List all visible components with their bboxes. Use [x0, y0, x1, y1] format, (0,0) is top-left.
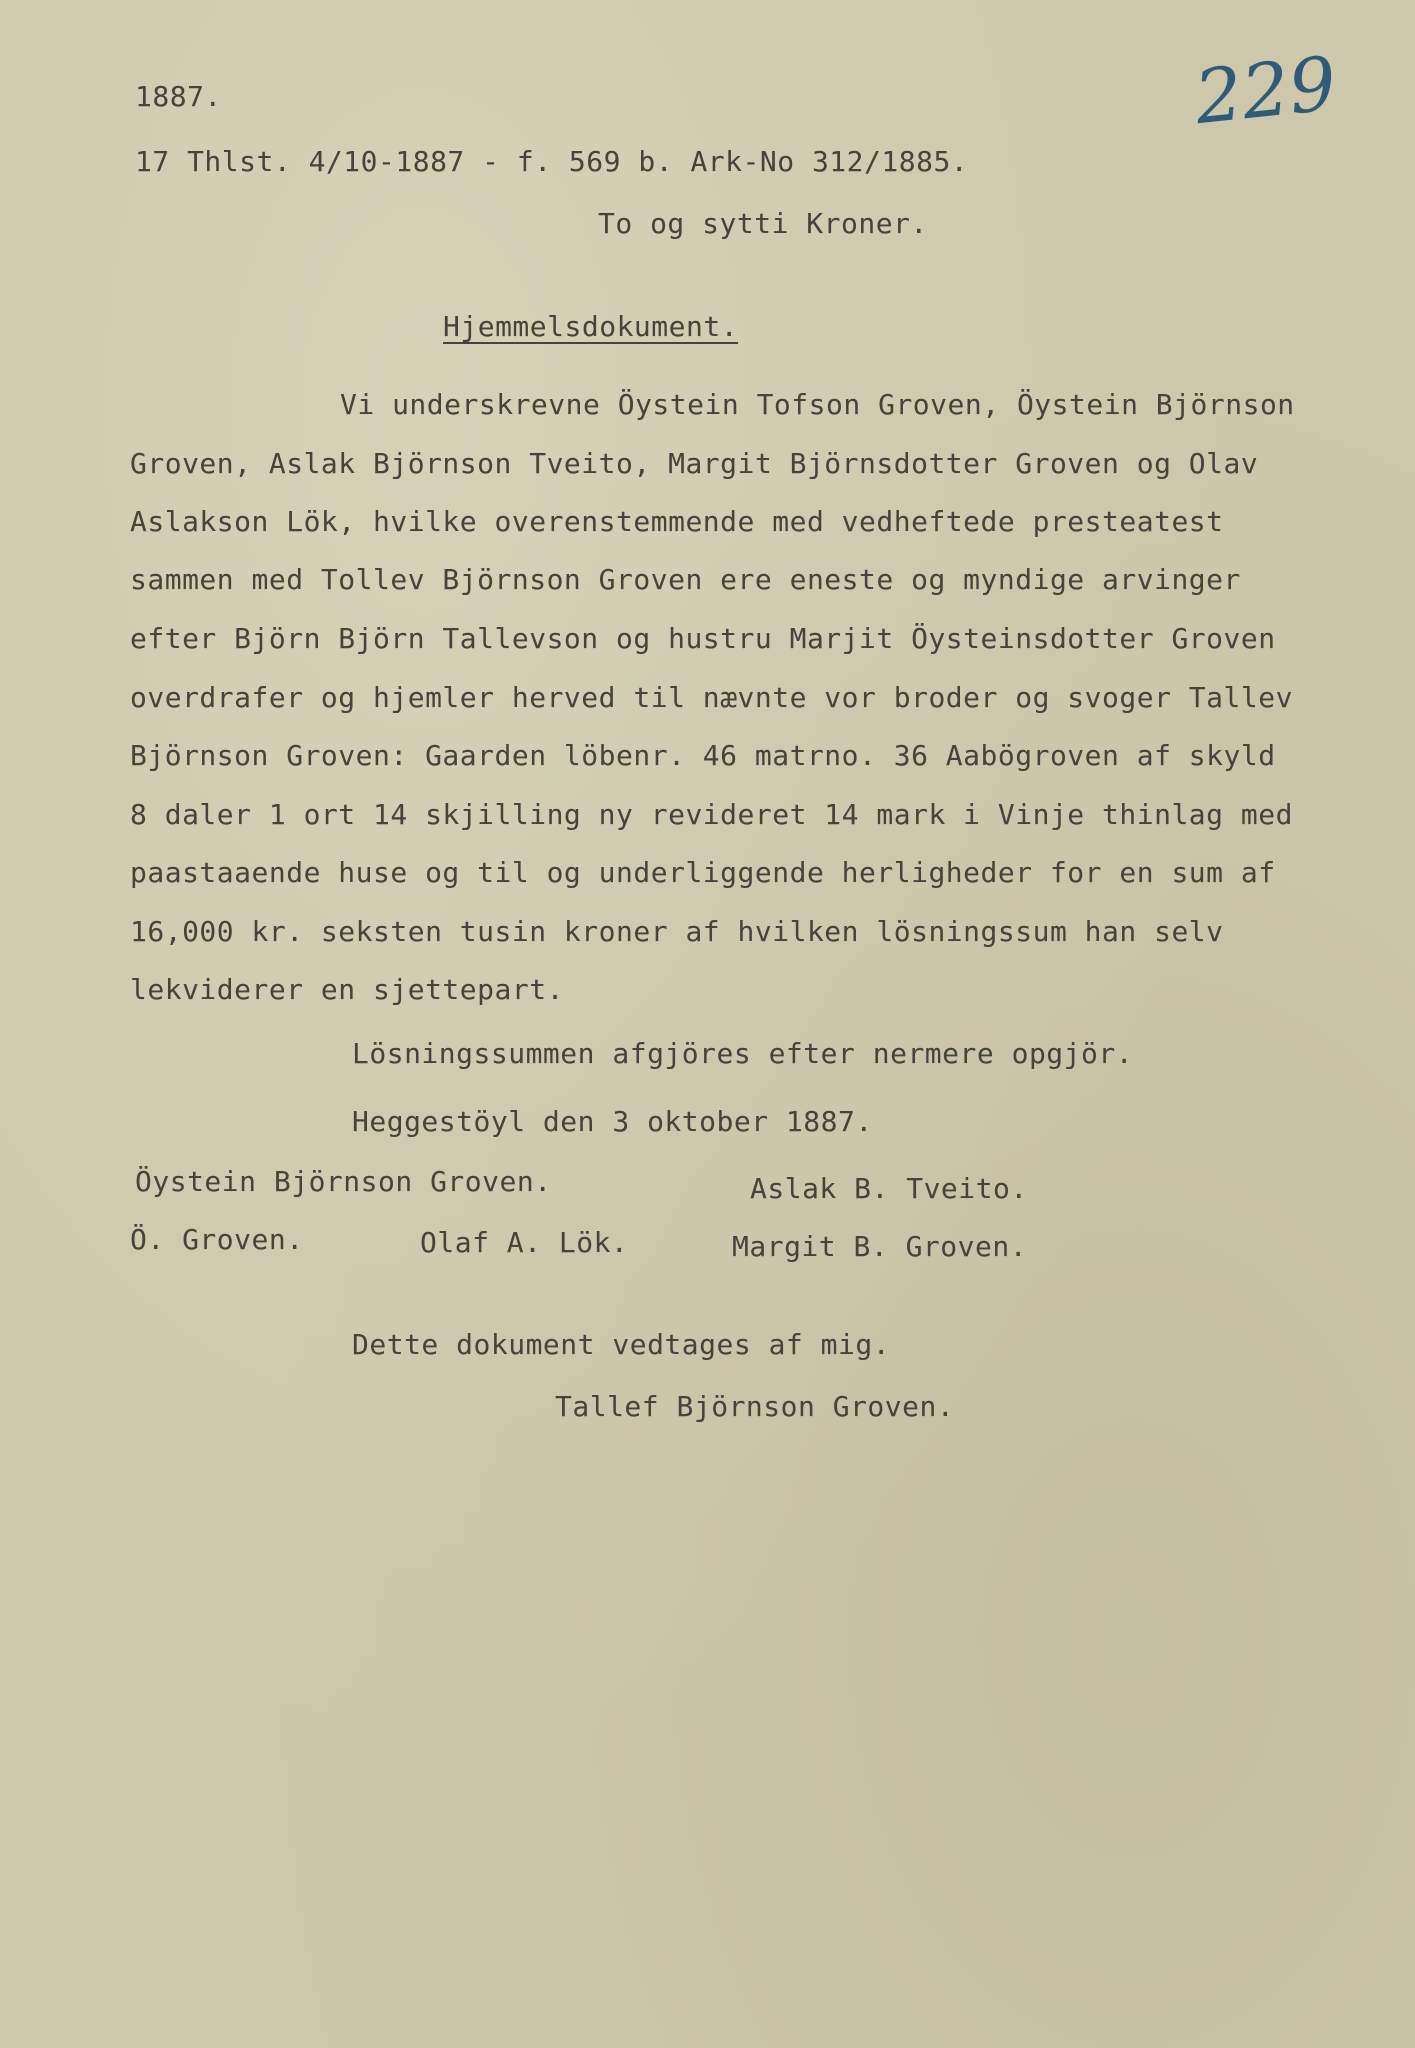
settlement-line: Lösningssummen afgjöres efter nermere opgjör.: [352, 1037, 1134, 1070]
header-reference: 17 Thlst. 4/10-1887 - f. 569 b. Ark-No 312/1885.: [135, 145, 969, 178]
body-line-10: 16,000 kr. seksten tusin kroner af hvilken lösningssum han selv: [130, 915, 1224, 948]
place-date-line: Heggestöyl den 3 oktober 1887.: [352, 1105, 873, 1138]
signature-olaf: Olaf A. Lök.: [420, 1226, 629, 1259]
acceptance-signer: Tallef Björnson Groven.: [555, 1390, 955, 1423]
acceptance-statement: Dette dokument vedtages af mig.: [352, 1328, 891, 1361]
body-line-6: overdrafer og hjemler herved til nævnte vor broder og svoger Tallev: [130, 681, 1293, 714]
page-number-text: 229: [1190, 40, 1341, 142]
body-line-4: sammen med Tollev Björnson Groven ere eneste og myndige arvinger: [130, 563, 1241, 596]
document-title: Hjemmelsdokument.: [443, 310, 739, 343]
header-amount: To og sytti Kroner.: [598, 207, 928, 240]
signature-aslak: Aslak B. Tveito.: [750, 1172, 1028, 1205]
body-line-8: 8 daler 1 ort 14 skjilling ny revideret 14 mark i Vinje thinlag med: [130, 798, 1293, 831]
body-line-9: paastaaende huse og til og underliggende herligheder for en sum af: [130, 856, 1276, 889]
body-line-5: efter Björn Björn Tallevson og hustru Marjit Öysteinsdotter Groven: [130, 622, 1276, 655]
body-line-1: Vi underskrevne Öystein Tofson Groven, Öystein Björnson: [340, 388, 1295, 421]
body-line-3: Aslakson Lök, hvilke overenstemmende med vedheftede presteatest: [130, 505, 1224, 538]
body-line-7: Björnson Groven: Gaarden löbenr. 46 matrno. 36 Aabögroven af skyld: [130, 739, 1276, 772]
header-year: 1887.: [135, 80, 222, 113]
signature-oystein: Öystein Björnson Groven.: [135, 1165, 552, 1198]
signature-o-groven: Ö. Groven.: [130, 1223, 304, 1256]
signature-margit: Margit B. Groven.: [732, 1230, 1028, 1263]
page-number: [1190, 40, 1345, 158]
body-line-11: lekviderer en sjettepart.: [130, 973, 564, 1006]
body-line-2: Groven, Aslak Björnson Tveito, Margit Björnsdotter Groven og Olav: [130, 447, 1259, 480]
